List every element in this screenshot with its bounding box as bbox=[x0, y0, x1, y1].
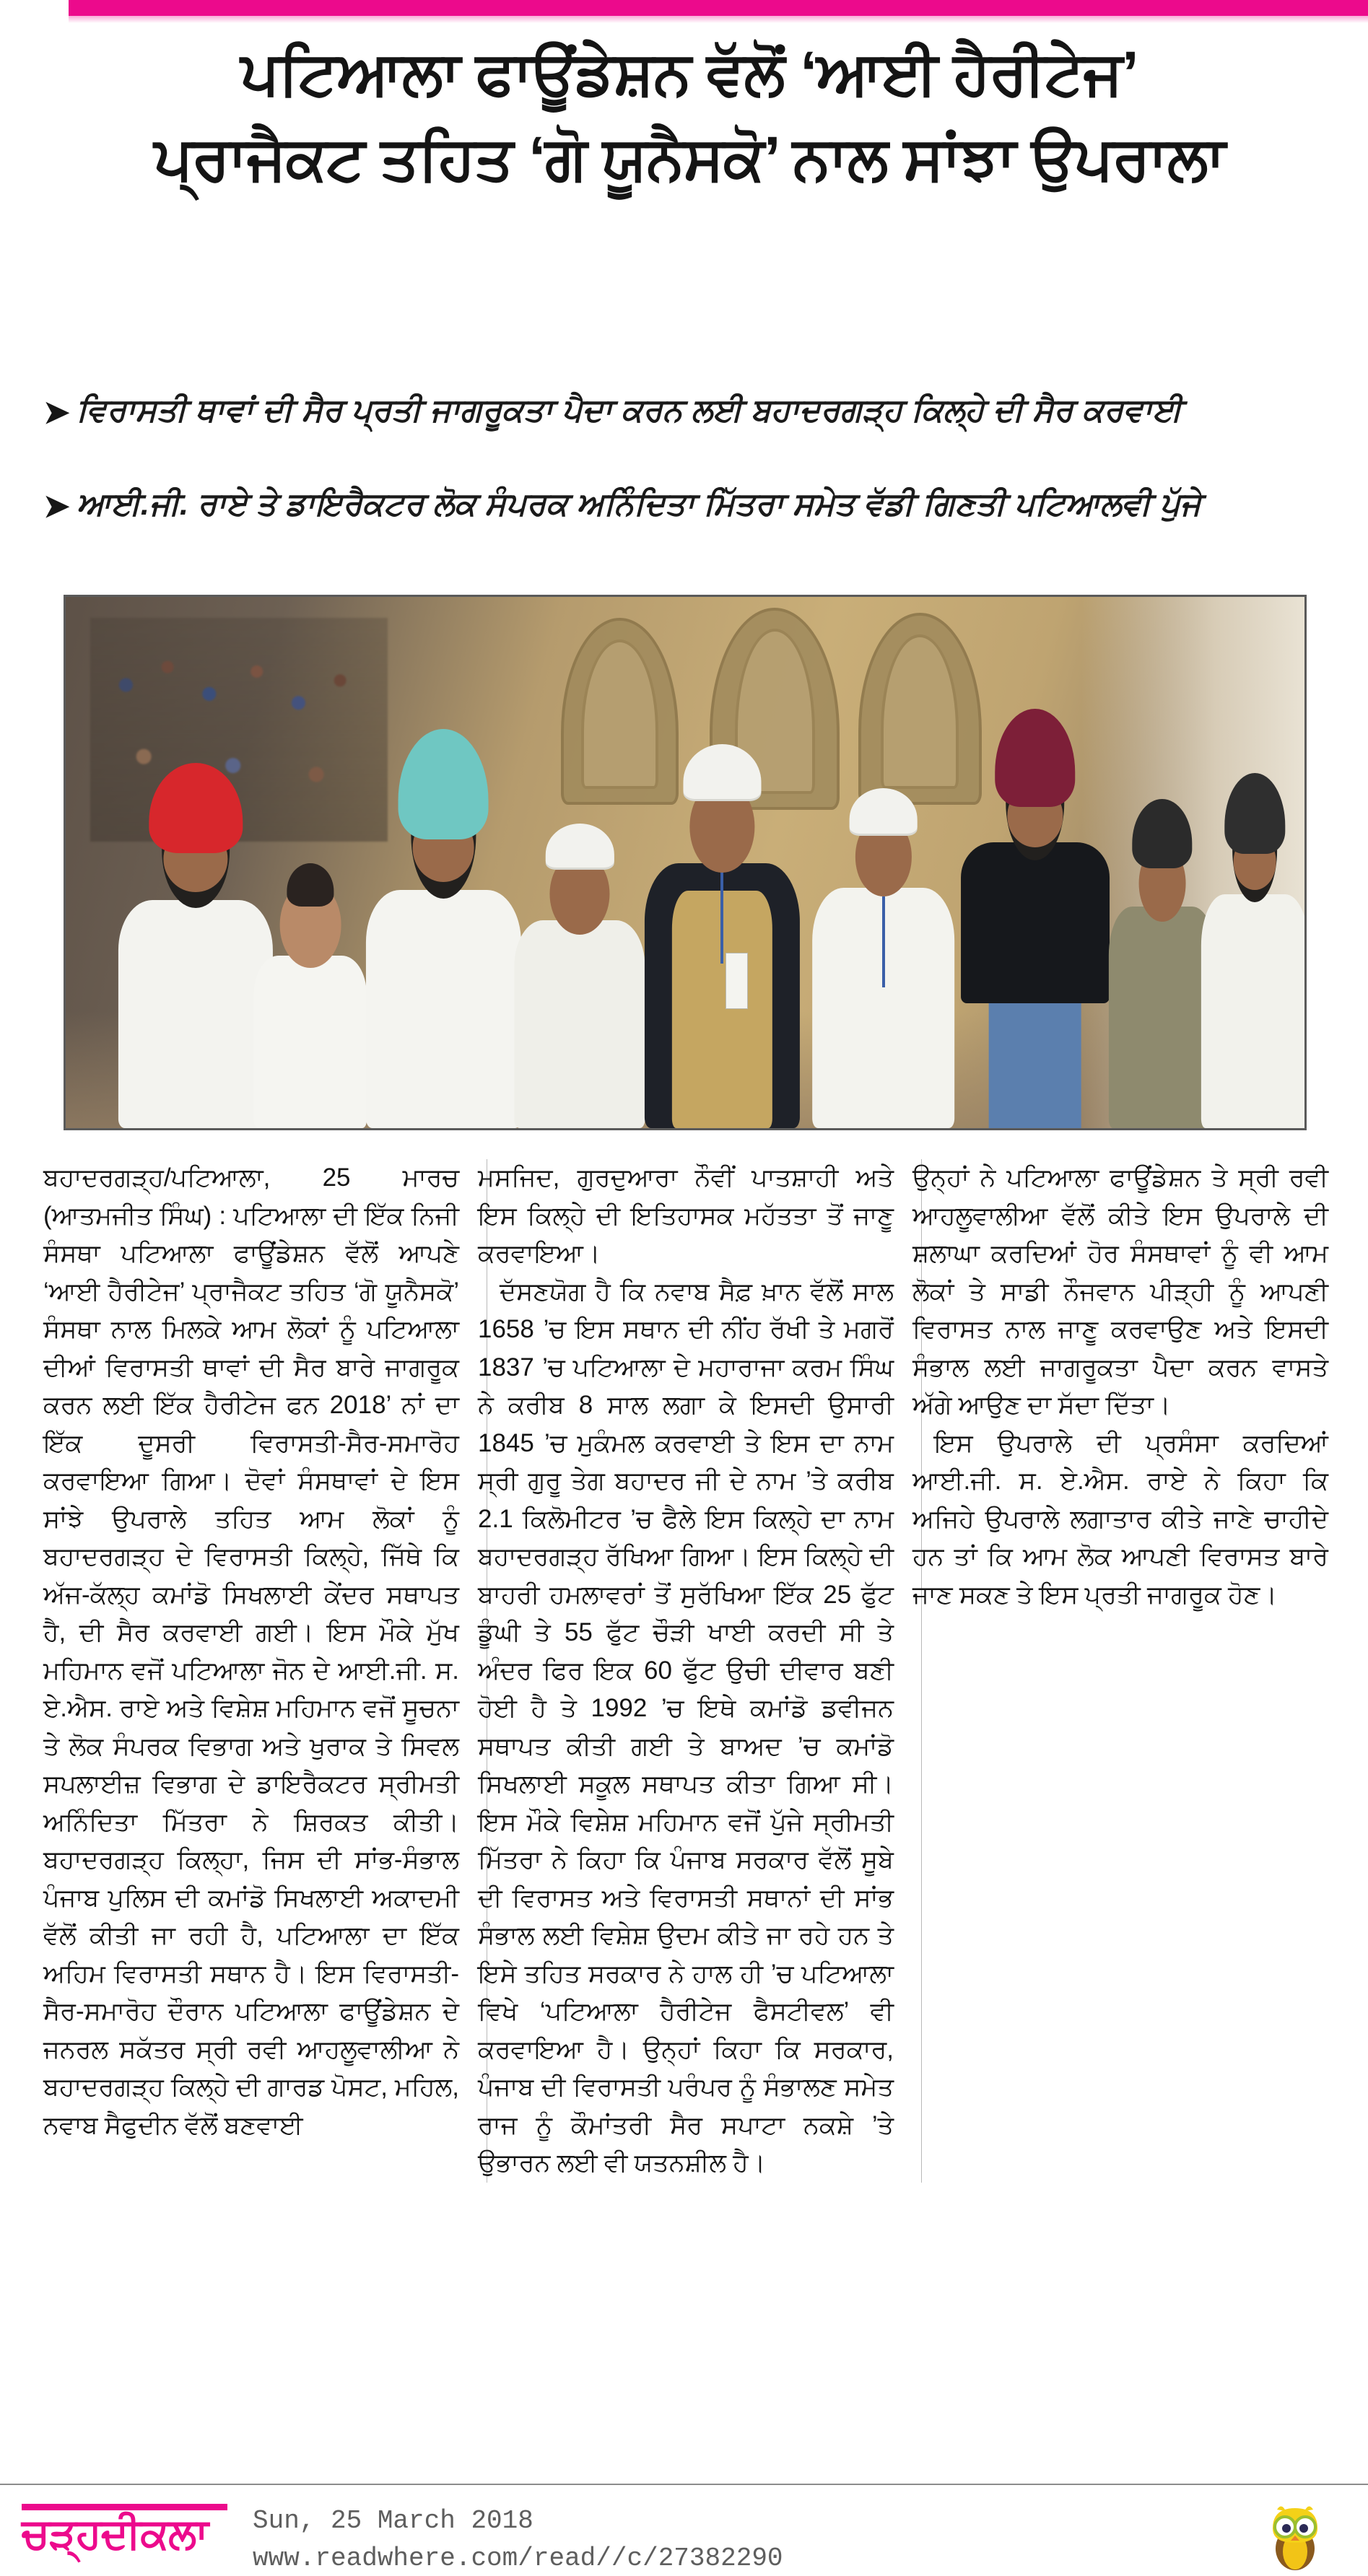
headline bbox=[51, 30, 1328, 201]
photo-person-body bbox=[366, 890, 520, 1128]
photo-person-legs bbox=[988, 985, 1081, 1128]
photo-person-body bbox=[118, 900, 273, 1128]
publication-logo bbox=[22, 2504, 231, 2557]
subheadline-item bbox=[43, 375, 1343, 469]
article-paragraph: ਦੱਸਣਯੋਗ ਹੈ ਕਿ ਨਵਾਬ ਸੈਫ਼ ਖ਼ਾਨ ਵੱਲੋਂ ਸਾਲ 1658 ’ਚ ਇਸ ਸਥਾਨ ਦੀ ਨੀਂਹ ਰੱਖੀ ਤੇ ਮਗਰੋਂ 1837 ’ਚ ਪਟਿਆਲਾ ਦੇ ਮਹਾਰਾਜਾ ਕਰਮ ਸਿੰਘ ਨੇ ਕਰੀਬ 8 ਸਾਲ ਲਗਾ ਕੇ ਇਸਦੀ ਉਸਾਰੀ 1845 ’ਚ ਮੁਕੰਮਲ ਕਰਵਾਈ ਤੇ ਇਸ ਦਾ ਨਾਮ ਸ੍ਰੀ ਗੁਰੂ ਤੇਗ ਬਹਾਦਰ ਜੀ ਦੇ ਨਾਮ ’ਤੇ ਕਰੀਬ 2.1 ਕਿਲੋਮੀਟਰ ’ਚ ਫੈਲੇ ਇਸ ਕਿਲ੍ਹੇ ਦਾ ਨਾਮ ਬਹਾਦਰਗੜ੍ਹ ਰੱਖਿਆ ਗਿਆ। ਇਸ ਕਿਲ੍ਹੇ ਦੀ ਬਾਹਰੀ ਹਮਲਾਵਰਾਂ ਤੋਂ ਸੁਰੱਖਿਆ ਇੱਕ 25 ਫੁੱਟ ਡੂੰਘੀ ਤੇ 55 ਫੁੱਟ ਚੌੜੀ ਖਾਈ ਕਰਦੀ ਸੀ ਤੇ ਅੰਦਰ ਫਿਰ ਇਕ 60 ਫੁੱਟ ਉਚੀ ਦੀਵਾਰ ਬਣੀ ਹੋਈ ਹੈ ਤੇ 1992 ’ਚ ਇਥੇ ਕਮਾਂਡੋ ਡਵੀਜਨ ਸਥਾਪਤ ਕੀਤੀ ਗਈ ਤੇ ਬਾਅਦ ’ਚ ਕਮਾਂਡੋ ਸਿਖਲਾਈ ਸਕੂਲ ਸਥਾਪਤ ਕੀਤਾ ਗਿਆ ਸੀ। ਇਸ ਮੌਕੇ ਵਿਸ਼ੇਸ਼ ਮਹਿਮਾਨ ਵਜੋਂ ਪੁੱਜੇ ਸ੍ਰੀਮਤੀ ਮਿੱਤਰਾ ਨੇ ਕਿਹਾ ਕਿ ਪੰਜਾਬ ਸਰਕਾਰ ਵੱਲੋਂ ਸੂਬੇ ਦੀ ਵਿਰਾਸਤ ਅਤੇ ਵਿਰਾਸਤੀ ਸਥਾਨਾਂ ਦੀ ਸਾਂਭ ਸੰਭਾਲ ਲਈ ਵਿਸ਼ੇਸ਼ ਉਦਮ ਕੀਤੇ ਜਾ ਰਹੇ ਹਨ ਤੇ ਇਸੇ ਤਹਿਤ ਸਰਕਾਰ ਨੇ ਹਾਲ ਹੀ ’ਚ ਪਟਿਆਲਾ ਵਿਖੇ ‘ਪਟਿਆਲਾ ਹੈਰੀਟੇਜ ਫੈਸਟੀਵਲ’ ਵੀ ਕਰਵਾਇਆ ਹੈ। ਉਨ੍ਹਾਂ ਕਿਹਾ ਕਿ ਸਰਕਾਰ, ਪੰਜਾਬ ਦੀ ਵਿਰਾਸਤੀ ਪਰੰਪਰ ਨੂੰ ਸੰਭਾਲਣ ਸਮੇਤ ਰਾਜ ਨੂੰ ਕੌਮਾਂਤਰੀ ਸੈਰ ਸਪਾਟਾ ਨਕਸ਼ੇ ’ਤੇ ਉਭਾਰਨ ਲਈ ਵੀ ਯਤਨਸ਼ੀਲ ਹੈ। bbox=[478, 1277, 894, 2177]
photo-person bbox=[363, 703, 524, 1128]
photo-person-turban bbox=[149, 763, 242, 853]
subheadline-text-1: ਵਿਰਾਸਤੀ ਥਾਵਾਂ ਦੀ ਸੈਰ ਪ੍ਰਤੀ ਜਾਗਰੂਕਤਾ ਪੈਦਾ ਕਰਨ ਲਈ ਬਹਾਦਰਗੜ੍ਹ ਕਿਲ੍ਹੇ ਦੀ ਸੈਰ ਕਰਵਾਈ bbox=[77, 393, 1182, 428]
article-photo bbox=[64, 595, 1307, 1130]
top-accent-bar bbox=[69, 0, 1368, 16]
photo-person bbox=[1199, 725, 1307, 1128]
photo-person-cap bbox=[849, 788, 918, 834]
footer bbox=[0, 2485, 1368, 2576]
photo-person-cap bbox=[684, 744, 761, 799]
article-body bbox=[43, 1159, 1328, 2183]
photo-person-lanyard bbox=[882, 896, 885, 987]
source-url[interactable]: www.readwhere.com/read//c/27382290 bbox=[253, 2544, 783, 2573]
top-accent-bar-fade bbox=[69, 16, 1368, 23]
article-column-2 bbox=[478, 1159, 894, 2183]
photo-person-badge bbox=[726, 953, 748, 1009]
photo-person-turban bbox=[1225, 773, 1285, 854]
readwhere-owl-icon bbox=[1264, 2502, 1326, 2572]
article-paragraph: ਬਹਾਦਰਗੜ੍ਹ/ਪਟਿਆਲਾ, 25 ਮਾਰਚ (ਆਤਮਜੀਤ ਸਿੰਘ) : ਪਟਿਆਲਾ ਦੀ ਇੱਕ ਨਿਜੀ ਸੰਸਥਾ ਪਟਿਆਲਾ ਫਾਊਂਡੇਸ਼ਨ ਵੱਲੋਂ ਆਪਣੇ ‘ਆਈ ਹੈਰੀਟੇਜ’ ਪ੍ਰਾਜੈਕਟ ਤਹਿਤ ‘ਗੋ ਯੂਨੈਸਕੋ’ ਸੰਸਥਾ ਨਾਲ ਮਿਲਕੇ ਆਮ ਲੋਕਾਂ ਨੂੰ ਪਟਿਆਲਾ ਦੀਆਂ ਵਿਰਾਸਤੀ ਥਾਵਾਂ ਦੀ ਸੈਰ ਬਾਰੇ ਜਾਗਰੂਕ ਕਰਨ ਲਈ ਇੱਕ ਹੈਰੀਟੇਜ ਫਨ 2018’ ਨਾਂ ਦਾ ਇੱਕ ਦੂਸਰੀ ਵਿਰਾਸਤੀ-ਸੈਰ-ਸਮਾਰੋਹ ਕਰਵਾਇਆ ਗਿਆ। ਦੋਵਾਂ ਸੰਸਥਾਵਾਂ ਦੇ ਇਸ ਸਾਂਝੇ ਉਪਰਾਲੇ ਤਹਿਤ ਆਮ ਲੋਕਾਂ ਨੂੰ ਬਹਾਦਰਗੜ੍ਹ ਦੇ ਵਿਰਾਸਤੀ ਕਿਲ੍ਹੇ, ਜਿੱਥੇ ਕਿ ਅੱਜ-ਕੱਲ੍ਹ ਕਮਾਂਡੋ ਸਿਖਲਾਈ ਕੇਂਦਰ ਸਥਾਪਤ ਹੈ, ਦੀ ਸੈਰ ਕਰਵਾਈ ਗਈ। ਇਸ ਮੌਕੇ ਮੁੱਖ ਮਹਿਮਾਨ ਵਜੋਂ ਪਟਿਆਲਾ ਜੋਨ ਦੇ ਆਈ.ਜੀ. ਸ. ਏ.ਐਸ. ਰਾਏ ਅਤੇ ਵਿਸ਼ੇਸ਼ ਮਹਿਮਾਨ ਵਜੋਂ ਸੂਚਨਾ ਤੇ ਲੋਕ ਸੰਪਰਕ ਵਿਭਾਗ ਅਤੇ ਖੁਰਾਕ ਤੇ ਸਿਵਲ ਸਪਲਾਈਜ਼ ਵਿਭਾਗ ਦੇ ਡਾਇਰੈਕਟਰ ਸ੍ਰੀਮਤੀ ਅਨਿੰਦਿਤਾ ਮਿੱਤਰਾ ਨੇ ਸ਼ਿਰਕਤ ਕੀਤੀ। ਬਹਾਦਰਗੜ੍ਹ ਕਿਲ੍ਹਾ, ਜਿਸ ਦੀ ਸਾਂਭ-ਸੰਭਾਲ ਪੰਜਾਬ ਪੁਲਿਸ ਦੀ ਕਮਾਂਡੋ ਸਿਖਲਾਈ ਅਕਾਦਮੀ ਵੱਲੋਂ ਕੀਤੀ ਜਾ ਰਹੀ ਹੈ, ਪਟਿਆਲਾ ਦਾ ਇੱਕ ਅਹਿਮ ਵਿਰਾਸਤੀ ਸਥਾਨ ਹੈ। ਇਸ ਵਿਰਾਸਤੀ-ਸੈਰ-ਸਮਾਰੋਹ ਦੌਰਾਨ ਪਟਿਆਲਾ ਫਾਊਂਡੇਸ਼ਨ ਦੇ ਜਨਰਲ ਸਕੱਤਰ ਸ੍ਰੀ ਰਵੀ ਆਹਲੂਵਾਲੀਆ ਨੇ ਬਹਾਦਰਗੜ੍ਹ ਕਿਲ੍ਹੇ ਦੀ ਗਾਰਡ ਪੋਸਟ, ਮਹਿਲ, ਨਵਾਬ ਸੈਫੁਦੀਨ ਵੱਲੋਂ ਬਣਵਾਈ bbox=[43, 1163, 459, 2139]
photo-person bbox=[512, 756, 648, 1128]
publication-date: Sun, 25 March 2018 bbox=[253, 2506, 533, 2536]
photo-person-turban bbox=[398, 729, 489, 839]
article-paragraph: ਉਨ੍ਹਾਂ ਨੇ ਪਟਿਆਲਾ ਫਾਊਂਡੇਸ਼ਨ ਤੇ ਸ੍ਰੀ ਰਵੀ ਆਹਲੂਵਾਲੀਆ ਵੱਲੋਂ ਕੀਤੇ ਇਸ ਉਪਰਾਲੇ ਦੀ ਸ਼ਲਾਘਾ ਕਰਦਿਆਂ ਹੋਰ ਸੰਸਥਾਵਾਂ ਨੂੰ ਵੀ ਆਮ ਲੋਕਾਂ ਤੇ ਸਾਡੀ ਨੌਜਵਾਨ ਪੀੜ੍ਹੀ ਨੂੰ ਆਪਣੀ ਵਿਰਾਸਤ ਨਾਲ ਜਾਣੂ ਕਰਵਾਉਣ ਅਤੇ ਇਸਦੀ ਸੰਭਾਲ ਲਈ ਜਾਗਰੂਕਤਾ ਪੈਦਾ ਕਰਨ ਵਾਸਤੇ ਅੱਗੇ ਆਉਣ ਦਾ ਸੱਦਾ ਦਿੱਤਾ। bbox=[912, 1163, 1328, 1419]
headline-line-2: ਪ੍ਰਾਜੈਕਟ ਤਹਿਤ ‘ਗੋ ਯੂਨੈਸਕੋ’ ਨਾਲ ਸਾਂਝਾ ਉਪਰਾਲਾ bbox=[154, 124, 1225, 192]
article-column-3 bbox=[912, 1159, 1328, 2183]
subheadline-list bbox=[43, 375, 1343, 563]
subheadline-text-2: ਆਈ.ਜੀ. ਰਾਏ ਤੇ ਡਾਇਰੈਕਟਰ ਲੋਕ ਸੰਪਰਕ ਅਨਿੰਦਿਤਾ ਮਿੱਤਰਾ ਸਮੇਤ ਵੱਡੀ ਗਿਣਤੀ ਪਟਿਆਲਵੀ ਪੁੱਜੇ bbox=[77, 486, 1201, 522]
arrow-bullet-icon: ➤ bbox=[43, 395, 70, 430]
photo-person-lanyard bbox=[720, 863, 723, 964]
photo-person-turban bbox=[995, 709, 1076, 807]
photo-person-cap bbox=[546, 824, 614, 868]
publication-name: ਚੜ੍ਹਦੀਕਲਾ bbox=[22, 2510, 208, 2557]
article-paragraph: ਇਸ ਉਪਰਾਲੇ ਦੀ ਪ੍ਰਸੰਸਾ ਕਰਦਿਆਂ ਆਈ.ਜੀ. ਸ. ਏ.ਐਸ. ਰਾਏ ਨੇ ਕਿਹਾ ਕਿ ਅਜਿਹੇ ਉਪਰਾਲੇ ਲਗਾਤਾਰ ਕੀਤੇ ਜਾਣੇ ਚਾਹੀਦੇ ਹਨ ਤਾਂ ਕਿ ਆਮ ਲੋਕ ਆਪਣੀ ਵਿਰਾਸਤ ਬਾਰੇ ਜਾਣ ਸਕਣ ਤੇ ਇਸ ਪ੍ਰਤੀ ਜਾਗਰੂਕ ਹੋਣ। bbox=[912, 1428, 1328, 1609]
subheadline-item bbox=[43, 469, 1343, 563]
publication-logo-underline bbox=[22, 2504, 227, 2510]
photo-person-turban bbox=[1132, 799, 1192, 868]
photo-person bbox=[809, 714, 958, 1128]
footer-metadata bbox=[253, 2502, 783, 2576]
photo-person bbox=[642, 671, 803, 1128]
article-paragraph: ਮਸਜਿਦ, ਗੁਰਦੁਆਰਾ ਨੌਵੀਂ ਪਾਤਸ਼ਾਹੀ ਅਤੇ ਇਸ ਕਿਲ੍ਹੇ ਦੀ ਇਤਿਹਾਸਕ ਮਹੱਤਤਾ ਤੋਂ ਜਾਣੂ ਕਰਵਾਇਆ। bbox=[478, 1163, 894, 1267]
article-column-1 bbox=[43, 1159, 459, 2183]
arrow-bullet-icon: ➤ bbox=[43, 489, 70, 524]
photo-person-body bbox=[515, 920, 645, 1129]
photo-person-hair bbox=[287, 863, 334, 907]
photo-person-body bbox=[254, 956, 367, 1128]
photo-person bbox=[251, 820, 369, 1128]
photo-person bbox=[958, 682, 1113, 1128]
photo-person-body bbox=[1201, 894, 1307, 1128]
headline-line-1: ਪਟਿਆਲਾ ਫਾਊਂਡੇਸ਼ਨ ਵੱਲੋਂ ‘ਆਈ ਹੈਰੀਟੇਜ’ bbox=[240, 39, 1138, 107]
photo-person-body bbox=[961, 842, 1110, 1003]
